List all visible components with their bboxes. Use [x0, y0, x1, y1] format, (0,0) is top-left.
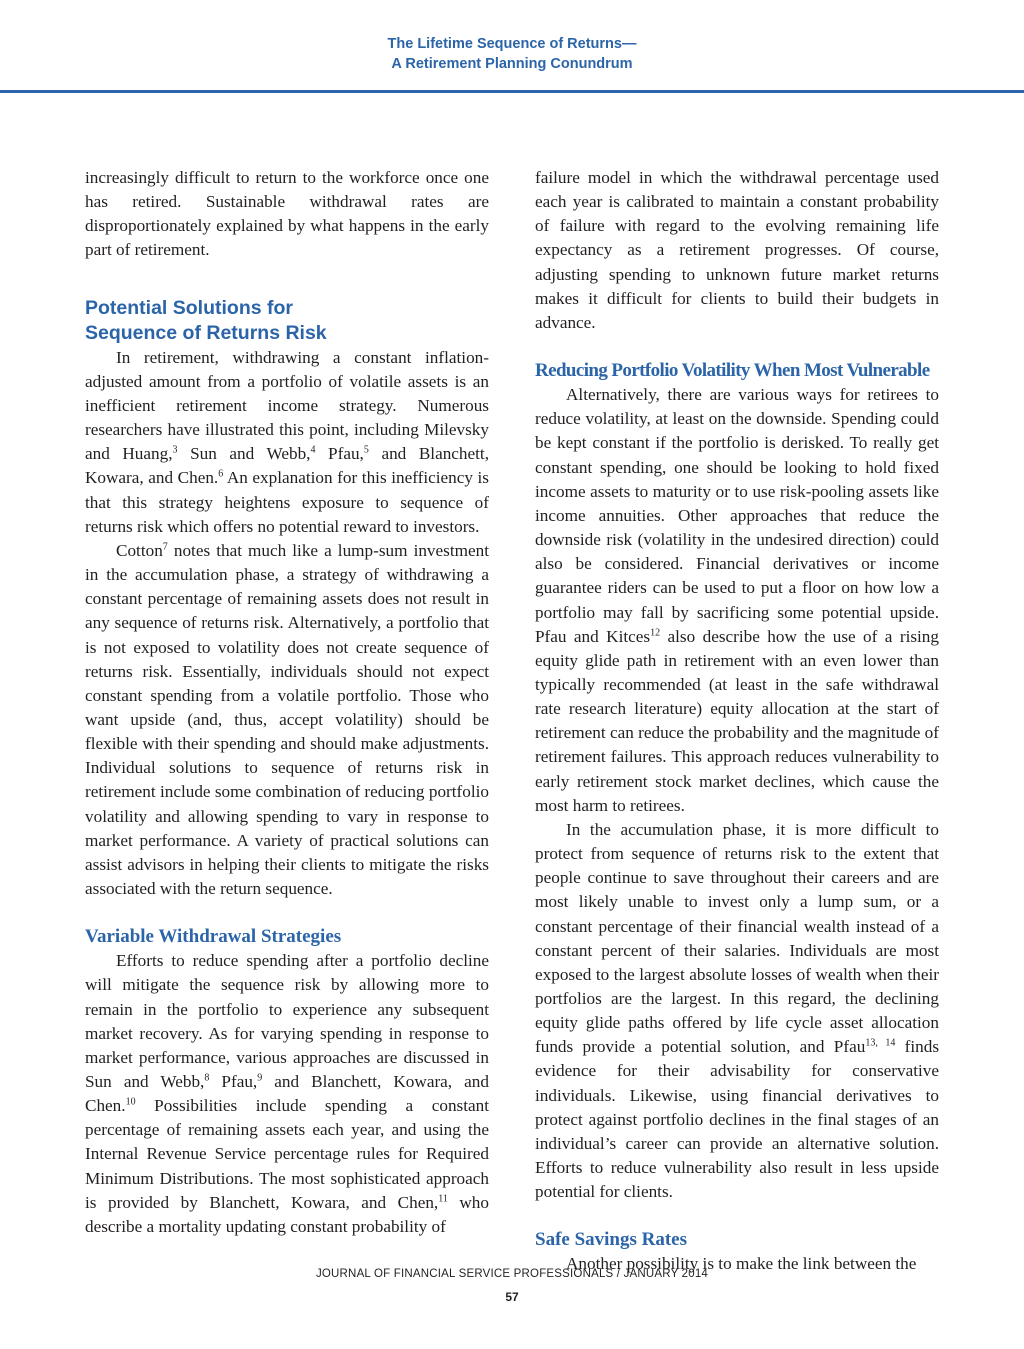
journal-footer: JOURNAL OF FINANCIAL SERVICE PROFESSIONALS / JANUARY 2014 — [315, 1268, 709, 1280]
footnote-ref[interactable]: 3 — [172, 444, 178, 456]
paragraph-cotton: Cotton$^7$ notes that much like a lump-sum investment in the accumulation phase, a strategy of withdrawing a constant percentage of remaining assets does not result in any sequence of returns risk. Alternatively, a portfolio that is not exposed to volatility does not create sequence of returns risk. Essentially, individuals should not expect constant spending from a volatile portfolio. Those who want upside (and, thus, accept volatility) should be flexible with their spending and should make adjustments. Individual solutions to sequence of returns risk in retirement include some combination of reducing portfolio volatility and allowing spending to vary in response to market performance. A variety of practical solutions can assist advisors in helping their clients to mitigate the risks associated with the return sequence. — [85, 540, 489, 899]
running-header-line-2: A Retirement Planning Conundrum — [391, 56, 633, 72]
footnote-ref[interactable]: 12 — [650, 626, 661, 638]
footnote-ref[interactable]: 4 — [310, 444, 316, 456]
header-divider — [0, 90, 1024, 93]
section-heading-line-1: Potential Solutions for — [85, 296, 293, 319]
section-heading-line-2: Sequence of Returns Risk — [85, 321, 327, 344]
paragraph-accumulation-phase: In the accumulation phase, it is more difficult to protect from sequence of returns risk to the extent that people continue to save throughout their careers and are most likely unable to invest only a lump sum, or a constant percentage of their financial wealth instead of a constant percent of their salaries. Individuals are most exposed to the largest absolute losses of wealth when their portfolios are the largest. In this regard, the declining equity glide paths offered by life cycle asset allocation funds provide a potential solution, and Pfau$^{13, 14}$ finds evidence for their advisability for conservative individuals. Likewise, using financial derivatives to protect against portfolio declines in the final stages of an individual’s career can provide an alternative solution. Efforts to reduce vulnerability also result in less upside potential for clients. — [535, 819, 940, 1202]
running-header-line-1: The Lifetime Sequence of Returns— — [387, 36, 637, 52]
paragraph-variable-withdrawal: Efforts to reduce spending after a portfolio decline will mitigate the sequence risk by allowing more to remain in the portfolio to experience any subsequent market recovery. As for varying spending in response to market performance, various approaches are discussed in Sun and Webb,$^8$ Pfau,$^9$ and Blanchett, Kowara, and Chen.$^{10}$ Possibilities include spending a constant percentage of remaining assets each year, and using the Internal Revenue Service percentage rules for Required Minimum Distributions. The most sophisticated approach is provided by Blanchett, Kowara, and Chen,$^{11}$ who describe a mortality updating constant probability of — [85, 951, 489, 1236]
footnote-ref[interactable]: 10 — [125, 1096, 136, 1108]
paragraph-continued: increasingly difficult to return to the workforce once one has retired. Sustainable withdrawal rates are disproportionately explained by what happens in the early part of retirement. — [85, 168, 489, 260]
footnote-ref[interactable]: 6 — [218, 468, 224, 480]
section-heading-potential-solutions — [85, 296, 489, 346]
paragraph-reducing-volatility: Alternatively, there are various ways for retirees to reduce volatility, at least on the downside. Spending could be kept constant if the portfolio is derisked. To really get constant spending, one should be looking to hold fixed income assets to maturity or to use risk-pooling assets like income annuities. Other approaches that reduce the downside risk (volatility in the undesired direction) could also be considered. Financial derivatives or income guarantee riders can be used to put a floor on how low a portfolio may fall by sacrificing some potential upside. Pfau and Kitces$^{12}$ also describe how the use of a rising equity glide path in retirement with an even lower than typically recommended (at least in the safe withdrawal rate research literature) equity allocation at the start of retirement can reduce the probability and the magnitude of retirement failures. This approach reduces vulnerability to early retirement stock market declines, which cause the most harm to retirees. — [535, 385, 939, 815]
running-header — [0, 34, 1024, 74]
right-column — [535, 166, 939, 1277]
left-column — [85, 166, 489, 1239]
paragraph-safe-savings: Another possibility is to make the link between the — [566, 1254, 917, 1274]
paragraph-continued-right: failure model in which the withdrawal percentage used each year is calibrated to maintain a constant probability of failure with regard to the evolving remaining life expectancy as a retirement progresses. Of course, adjusting spending to unknown future market returns makes it difficult for clients to build their budgets in advance. — [535, 168, 939, 332]
footnote-ref[interactable]: 8 — [204, 1072, 210, 1084]
section-heading-safe-savings: Safe Savings Rates — [535, 1229, 688, 1251]
footnote-ref[interactable]: 5 — [363, 444, 369, 456]
footnote-ref[interactable]: 9 — [257, 1072, 263, 1084]
footnote-ref[interactable]: 13, 14 — [865, 1037, 896, 1049]
footnote-ref[interactable]: 7 — [162, 541, 168, 553]
page-number: 57 — [505, 1290, 519, 1304]
section-heading-variable-withdrawal: Variable Withdrawal Strategies — [85, 926, 342, 948]
section-heading-reducing-volatility: Reducing Portfolio Volatility When Most Vulnerable — [535, 360, 930, 382]
paragraph-inefficiency: In retirement, withdrawing a constant inflation-adjusted amount from a portfolio of volatile assets is an inefficient retirement income strategy. Numerous researchers have illustrated this point, including Milevsky and Huang,$^3$ Sun and Webb,$^4$ Pfau,$^5$ and Blanchett, Kowara, and Chen.$^6$ An explanation for this inefficiency is that this strategy heightens exposure to sequence of returns risk which offers no potential reward to investors. — [85, 347, 489, 536]
footnote-ref[interactable]: 11 — [438, 1193, 448, 1205]
